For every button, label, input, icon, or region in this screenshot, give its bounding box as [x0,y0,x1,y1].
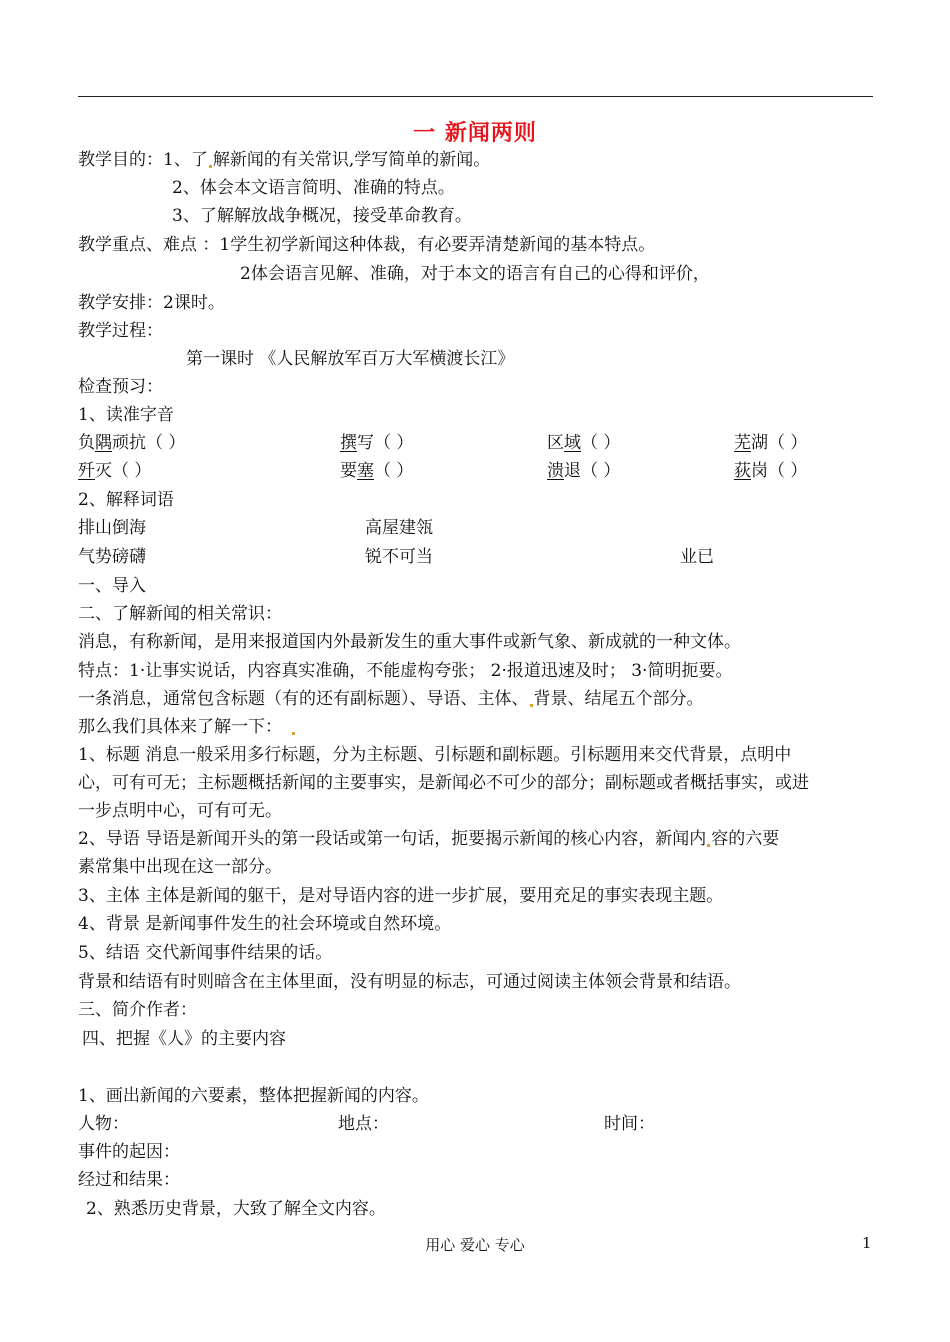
pron-item-1: 负隅顽抗（ ） [78,433,186,453]
vocab-heading: 2、解释词语 [78,490,174,510]
section-main-content: 四、把握《人》的主要内容 [82,1029,286,1049]
pron-item-4: 芜湖（ ） [734,433,808,453]
section-author: 三、简介作者： [78,1000,197,1020]
process-label: 教学过程： [78,321,163,341]
field-result: 经过和结果： [78,1170,180,1190]
pron-item-8: 荻岗（ ） [734,461,808,481]
pron-item-3: 区域（ ） [547,433,621,453]
part-title-line-3: 一步点明中心，可有可无。 [78,801,282,821]
news-definition: 消息，有称新闻，是用来报道国内外最新发生的重大事件或新气象、新成就的一种文体。 [78,632,741,652]
goals-line-1: 教学目的：1、了 解新闻的有关常识,学写简单的新闻。 [78,150,491,170]
vocab-item: 锐不可当 [365,547,433,567]
part-background: 4、背景 是新闻事件发生的社会环境或自然环境。 [78,914,452,934]
goals-line-3: 3、了解解放战争概况，接受革命教育。 [172,206,472,226]
vocab-item: 排山倒海 [78,518,146,538]
schedule: 教学安排：2课时。 [78,293,225,313]
pron-item-7: 溃退（ ） [547,461,621,481]
question-1: 1、画出新闻的六要素，整体把握新闻的内容。 [78,1086,429,1106]
vocab-item: 气势磅礴 [78,547,146,567]
key-points-line-1: 教学重点、难点 ：1学生初学新闻这种体裁，有必要弄清楚新闻的基本特点。 [78,235,656,255]
goals-line-2: 2、体会本文语言简明、准确的特点。 [172,178,455,198]
key-points-line-2: 2体会语言见解、准确，对于本文的语言有自己的心得和评价， [240,264,710,284]
field-person: 人物： [78,1114,129,1134]
section-news-basics: 二、了解新闻的相关常识： [78,604,282,624]
edit-mark [707,844,710,847]
page-title: 一 新闻两则 [413,121,537,146]
pron-item-2: 撰写（ ） [340,433,414,453]
header-rule [78,96,873,97]
part-title-line-1: 1、标题 消息一般采用多行标题，分为主标题、引标题和副标题。引标题用来交代背景，点明中 [78,745,792,765]
pron-item-5: 歼灭（ ） [78,461,152,481]
question-2: 2、熟悉历史背景，大致了解全文内容。 [86,1199,386,1219]
edit-mark [530,704,533,707]
background-note: 背景和结语有时则暗含在主体里面，没有明显的标志，可通过阅读主体领会背景和结语。 [78,972,741,992]
vocab-item: 高屋建瓴 [365,518,433,538]
lesson-heading: 第一课时 《人民解放军百万大军横渡长江》 [186,349,515,369]
edit-mark [209,165,212,168]
preview-label: 检查预习： [78,377,163,397]
field-time: 时间： [604,1114,655,1134]
part-lead-line-1: 2、导语 导语是新闻开头的第一段话或第一句话，扼要揭示新闻的核心内容，新闻内 容的六要 [78,829,780,849]
news-parts: 一条消息，通常包含标题（有的还有副标题）、导语、主体、 背景、结尾五个部分。 [78,689,704,709]
news-features: 特点：1·让事实说话，内容真实准确，不能虚构夸张； 2·报道迅速及时； 3·简明扼要。 [78,661,733,681]
pronunciation-heading: 1、读准字音 [78,405,174,425]
edit-mark [292,732,295,735]
then-line: 那么我们具体来了解一下： [78,717,296,737]
part-body: 3、主体 主体是新闻的躯干，是对导语内容的进一步扩展，要用充足的事实表现主题。 [78,886,724,906]
field-cause: 事件的起因： [78,1142,180,1162]
page-number: 1 [862,1234,872,1252]
part-title-line-2: 心，可有可无；主标题概括新闻的主要事实，是新闻必不可少的部分；副标题或者概括事实，或进 [78,773,809,793]
part-lead-line-2: 素常集中出现在这一部分。 [78,857,282,877]
section-intro: 一、导入 [78,576,146,596]
pron-item-6: 要塞（ ） [340,461,414,481]
part-ending: 5、结语 交代新闻事件结果的话。 [78,943,333,963]
field-place: 地点： [338,1114,389,1134]
page-footer: 用心 爱心 专心 [425,1236,525,1254]
vocab-item: 业已 [680,547,714,567]
